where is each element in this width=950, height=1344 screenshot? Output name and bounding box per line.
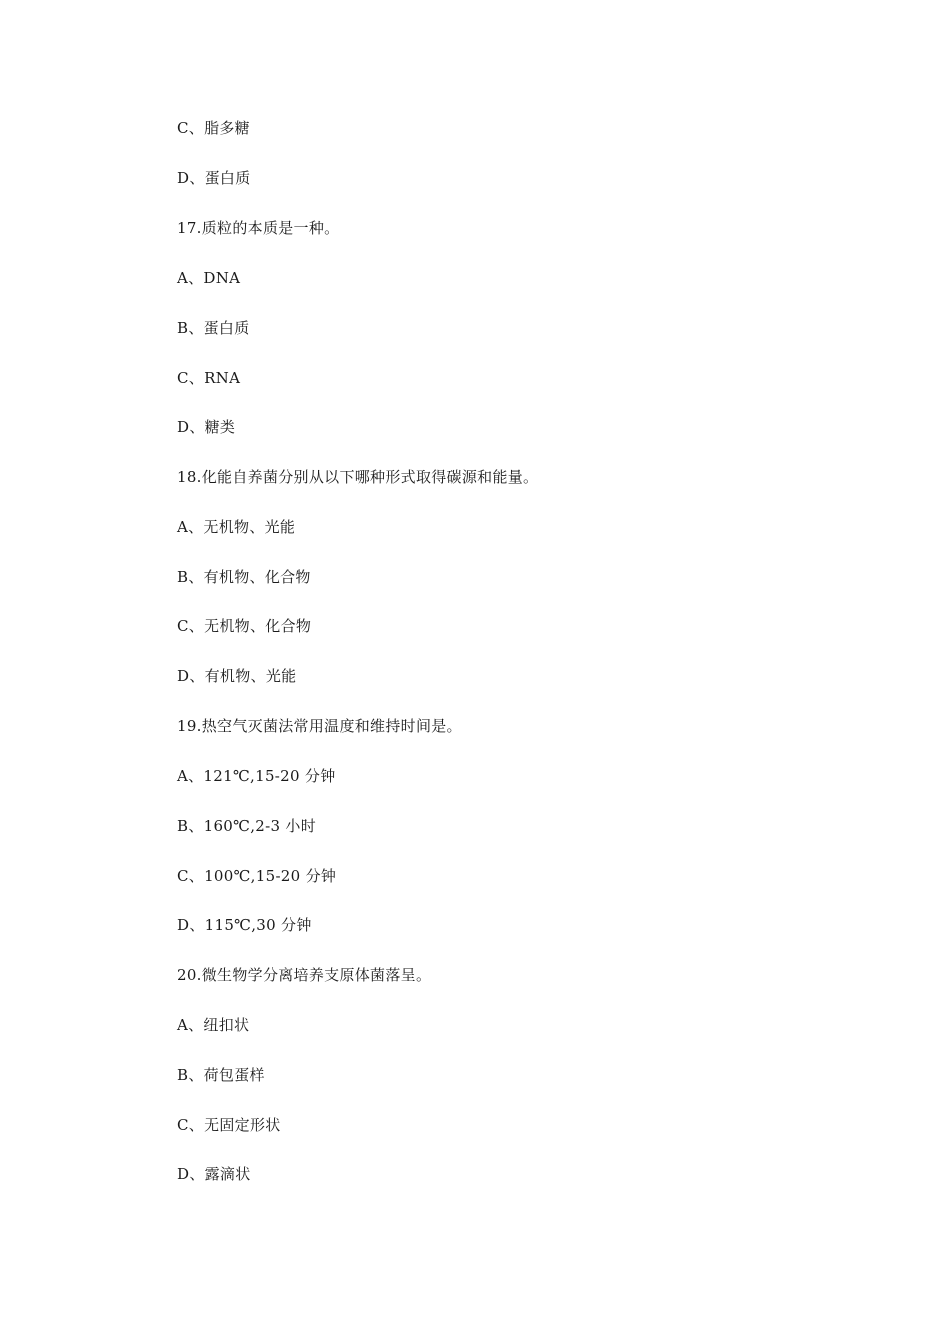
option-17b: B、蛋白质 <box>177 319 250 337</box>
question-20: 20.微生物学分离培养支原体菌落呈。 <box>177 966 432 984</box>
option-18c: C、无机物、化合物 <box>177 617 312 635</box>
option-16d: D、蛋白质 <box>177 169 251 187</box>
question-19: 19.热空气灭菌法常用温度和维持时间是。 <box>177 717 462 735</box>
option-19d: D、115℃,30 分钟 <box>177 916 312 934</box>
question-18: 18.化能自养菌分别从以下哪种形式取得碳源和能量。 <box>177 468 539 486</box>
option-20a: A、纽扣状 <box>177 1016 250 1034</box>
option-16c: C、脂多糖 <box>177 119 250 137</box>
option-18b: B、有机物、化合物 <box>177 568 311 586</box>
option-19c: C、100℃,15-20 分钟 <box>177 867 337 885</box>
option-17a: A、DNA <box>177 269 241 287</box>
option-20b: B、荷包蛋样 <box>177 1066 265 1084</box>
option-18d: D、有机物、光能 <box>177 667 297 685</box>
option-19b: B、160℃,2-3 小时 <box>177 817 317 835</box>
question-17: 17.质粒的本质是一种。 <box>177 219 340 237</box>
option-19a: A、121℃,15-20 分钟 <box>177 767 336 785</box>
option-18a: A、无机物、光能 <box>177 518 296 536</box>
option-20c: C、无固定形状 <box>177 1116 281 1134</box>
option-20d: D、露滴状 <box>177 1165 251 1183</box>
option-17c: C、RNA <box>177 369 241 387</box>
option-17d: D、糖类 <box>177 418 236 436</box>
